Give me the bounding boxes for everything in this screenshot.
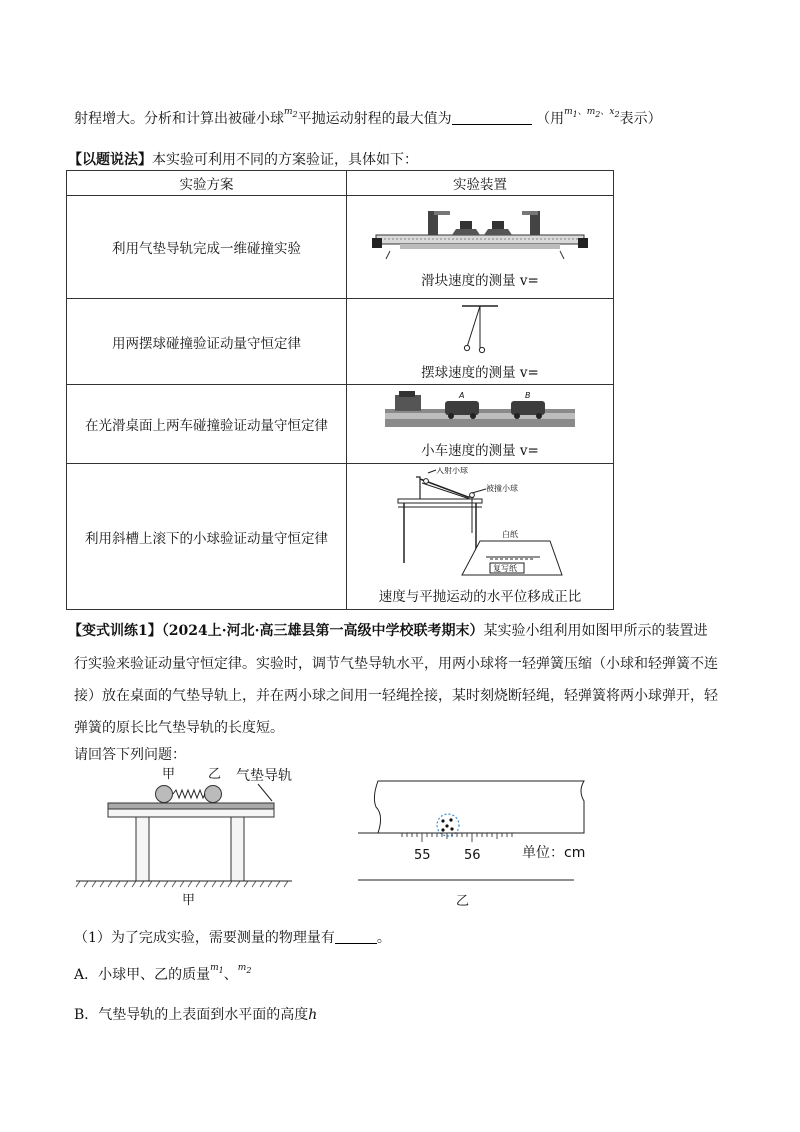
training-line-1 [68, 620, 707, 640]
option-b[interactable] [74, 1004, 317, 1024]
option-a-m2: m2 [237, 963, 252, 975]
option-a-text: A．小球甲、乙的质量 [74, 967, 211, 983]
training-line-3: 接）放在桌面的气垫导轨上，并在两小球之间用一轻绳拴接，某时刻烧断轻绳，轻弹簧将两小球弹开，轻 [74, 688, 718, 704]
carbon-paper-label: 复写纸 [493, 564, 517, 573]
figure-jia [70, 763, 300, 908]
intro-vars: m1、m2、x2 [564, 107, 620, 119]
training-line-4: 弹簧的原长比气垫导轨的长度短。 [74, 720, 284, 736]
scheme-pendulum: 用两摆球碰撞验证动量守恒定律 [67, 299, 347, 385]
caption-slider-speed: 滑块速度的测量 v= [421, 273, 539, 289]
training-source: （2024上·河北·高三雄县第一高级中学校联考期末） [161, 623, 484, 639]
option-a[interactable] [74, 964, 251, 984]
two-cars-figure [385, 389, 575, 433]
intro-text-a: 射程增大。分析和计算出被碰小球 [74, 111, 284, 127]
pendulum-figure [440, 303, 520, 355]
caption-ball-speed: 摆球速度的测量 v= [421, 364, 539, 381]
white-paper-label: 白纸 [502, 530, 518, 539]
table-header-row [67, 171, 614, 196]
table-row [67, 299, 614, 385]
unit-label: 单位：cm [522, 845, 586, 861]
table-row [67, 385, 614, 464]
caption-car-speed: 小车速度的测量 v= [421, 443, 539, 459]
option-b-var: h [308, 1007, 318, 1023]
intro-text-d: 表示） [619, 111, 662, 127]
q1-end: 。 [376, 930, 391, 946]
caption-proportional: 速度与平抛运动的水平位移成正比 [378, 589, 582, 605]
car-b-label: B [525, 391, 531, 400]
training-line-2: 行实验来验证动量守恒定律。实验时，调节气垫导轨水平，用两小球将一轻弹簧压缩（小球和轻弹簧不连 [74, 656, 718, 672]
option-a-sep: 、 [223, 967, 238, 983]
table-row [67, 464, 614, 610]
header-scheme: 实验方案 [67, 171, 347, 196]
tick-55: 55 [414, 848, 431, 863]
answer-blank-q1[interactable] [335, 929, 377, 944]
tick-56: 56 [464, 848, 481, 863]
answer-blank-max-range[interactable] [452, 110, 532, 125]
experiment-table [66, 170, 614, 610]
fig-yi-caption: 乙 [456, 894, 470, 909]
training-tag: 【变式训练1】 [68, 623, 162, 639]
scheme-air-track: 利用气垫导轨完成一维碰撞实验 [67, 196, 347, 299]
intro-line: 射程增大。分析和计算出被碰小球$^{m_2}$平抛运动射程的最大值为 （用$^{m_1、m_2、x_2}$表示） [74, 107, 662, 127]
question-1 [74, 927, 391, 947]
air-track-figure [370, 205, 590, 263]
apparatus-pendulum [347, 299, 614, 385]
yiti-text: 本实验可利用不同的方案验证，具体如下： [152, 152, 418, 168]
option-b-text: B．气垫导轨的上表面到水平面的高度 [74, 1007, 309, 1023]
option-a-m1: m1 [210, 963, 224, 975]
training-text-1: 某实验小组利用如图甲所示的装置进 [483, 623, 708, 639]
q1-text: （1）为了完成实验，需要测量的物理量有 [74, 930, 335, 946]
car-a-label: A [459, 391, 465, 400]
apparatus-two-cars [347, 385, 614, 464]
training-line-5: 请回答下列问题： [74, 747, 186, 763]
figure-yi [352, 775, 592, 910]
fig-jia-rail-label: 气垫导轨 [236, 768, 292, 784]
apparatus-air-track [347, 196, 614, 299]
scheme-two-cars: 在光滑桌面上两车碰撞验证动量守恒定律 [67, 385, 347, 464]
scheme-inclined-groove: 利用斜槽上滚下的小球验证动量守恒定律 [67, 464, 347, 610]
intro-text-b: 平抛运动射程的最大值为 [297, 111, 452, 127]
fig-jia-ball-b-label: 乙 [208, 767, 222, 782]
hit-ball-label: 被撞小球 [486, 484, 518, 493]
fig-jia-caption: 甲 [182, 893, 196, 908]
fig-jia-ball-a-label: 甲 [162, 767, 176, 782]
inclined-groove-figure [390, 467, 570, 579]
yiti-tag: 【以题说法】 [68, 152, 152, 168]
header-apparatus: 实验装置 [347, 171, 614, 196]
m2-symbol: m [284, 107, 293, 117]
incident-ball-label: 入射小球 [436, 467, 468, 475]
yiti-line [68, 149, 418, 169]
apparatus-inclined-groove [347, 464, 614, 610]
table-row [67, 196, 614, 299]
intro-text-c: （用 [536, 111, 565, 127]
